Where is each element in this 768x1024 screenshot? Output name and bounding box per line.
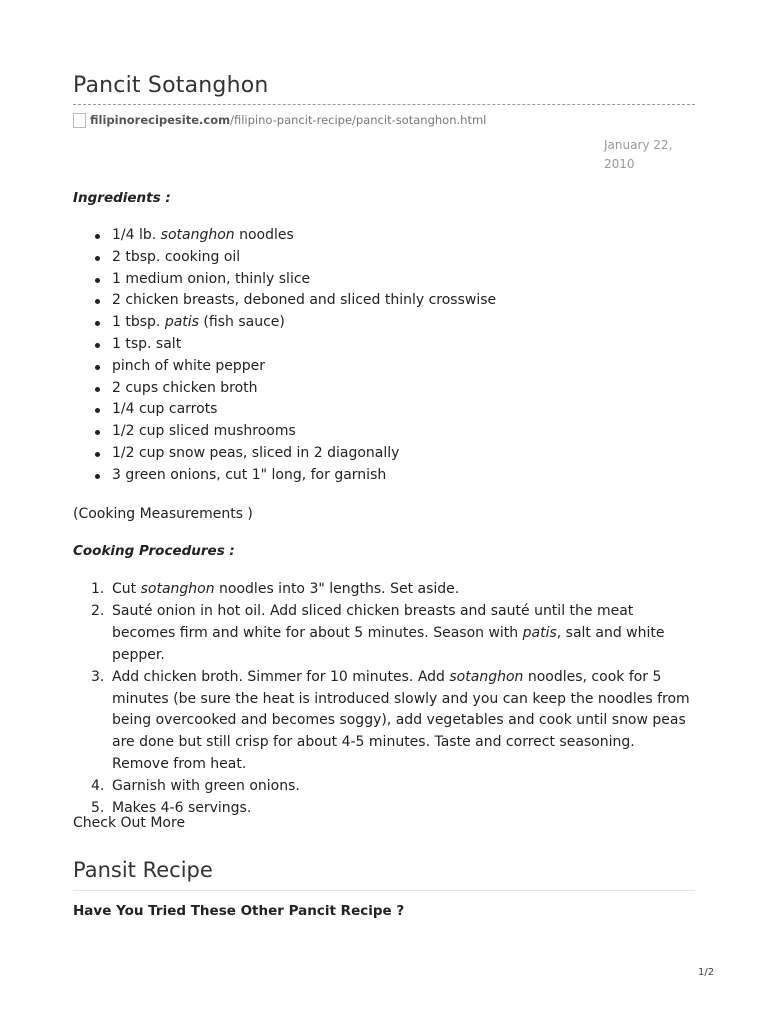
procedure-step bbox=[73, 667, 695, 777]
step-text: Garnish with green onions. bbox=[112, 778, 300, 795]
page-title: Pancit Sotanghon bbox=[73, 73, 269, 98]
ingredient-item bbox=[73, 421, 496, 443]
step-text: Makes 4-6 servings. bbox=[112, 800, 252, 817]
ingredient-text: 3 green onions, cut 1" long, for garnish bbox=[112, 466, 387, 483]
ingredient-item bbox=[73, 312, 496, 334]
ingredient-text: 1/2 cup sliced mushrooms bbox=[112, 423, 296, 440]
title-divider bbox=[73, 104, 695, 105]
ingredient-text: 2 chicken breasts, deboned and sliced thinly crosswise bbox=[112, 292, 497, 309]
ingredient-item bbox=[73, 247, 496, 269]
publish-date: January 22, 2010 bbox=[604, 138, 673, 171]
step-text: noodles into 3" lengths. Set aside. bbox=[214, 581, 460, 597]
ingredient-text: 1 medium onion, thinly slice bbox=[112, 270, 311, 287]
procedures-heading: Cooking Procedures : bbox=[73, 543, 235, 559]
ingredient-item bbox=[73, 269, 496, 291]
ingredient-item bbox=[73, 399, 496, 421]
ingredient-emphasis: sotanghon bbox=[160, 227, 235, 243]
step-emphasis: patis bbox=[522, 624, 557, 641]
page-number: 1/2 bbox=[698, 967, 715, 978]
source-url[interactable] bbox=[73, 111, 486, 129]
procedure-step bbox=[73, 601, 695, 667]
cooking-measurements-link[interactable]: (Cooking Measurements ) bbox=[73, 506, 253, 522]
ingredient-text: (fish sauce) bbox=[198, 314, 285, 331]
ingredient-emphasis: patis bbox=[164, 314, 199, 331]
ingredient-item bbox=[73, 465, 496, 487]
ingredient-text: 2 tbsp. cooking oil bbox=[112, 248, 241, 265]
step-text: Cut bbox=[112, 581, 141, 597]
favicon-icon bbox=[73, 113, 86, 128]
step-emphasis: sotanghon bbox=[140, 581, 215, 597]
step-text: , salt and white pepper. bbox=[112, 624, 665, 663]
ingredient-item bbox=[73, 356, 496, 378]
ingredient-item bbox=[73, 443, 496, 465]
ingredient-text: noodles bbox=[234, 227, 294, 243]
ingredient-text: 1/4 lb. bbox=[112, 227, 161, 243]
procedures-list bbox=[73, 579, 695, 820]
section-title: Pansit Recipe bbox=[73, 858, 213, 882]
step-number: 2. bbox=[91, 602, 105, 619]
source-domain[interactable]: filipinorecipesite.com bbox=[90, 113, 231, 127]
ingredient-text: 1/2 cup snow peas, sliced in 2 diagonally bbox=[112, 444, 400, 461]
section-subtitle: Have You Tried These Other Pancit Recipe ? bbox=[73, 903, 405, 919]
step-number: 3. bbox=[91, 668, 105, 685]
step-number: 5. bbox=[91, 800, 105, 817]
ingredient-item bbox=[73, 290, 496, 312]
step-emphasis: sotanghon bbox=[449, 668, 524, 685]
procedure-step bbox=[73, 776, 695, 798]
ingredient-text: 1 tsp. salt bbox=[112, 335, 182, 352]
ingredient-text: 1/4 cup carrots bbox=[112, 401, 218, 418]
step-number: 4. bbox=[91, 778, 105, 795]
check-out-more-link[interactable]: Check Out More bbox=[73, 815, 186, 831]
step-number: 1. bbox=[91, 581, 105, 597]
ingredients-heading: Ingredients : bbox=[73, 190, 171, 206]
procedure-step bbox=[73, 579, 695, 601]
ingredient-item bbox=[73, 225, 496, 247]
step-text: noodles, cook for 5 minutes (be sure the heat is introduced slowly and you can keep the noodles from being overcooked and becomes soggy), add vegetables and cook until snow peas are done but still crisp for about 4-5 minutes. Taste and correct seasoning. Remove from heat. bbox=[112, 668, 690, 773]
ingredient-text: 1 tbsp. bbox=[112, 314, 165, 331]
ingredients-list bbox=[73, 225, 496, 487]
ingredient-text: 2 cups chicken broth bbox=[112, 379, 258, 396]
step-text: Add chicken broth. Simmer for 10 minutes. Add bbox=[112, 668, 450, 685]
ingredient-item bbox=[73, 334, 496, 356]
ingredient-item bbox=[73, 378, 496, 400]
step-text: Sauté onion in hot oil. Add sliced chicken breasts and sauté until the meat becomes firm and white for about 5 minutes. Season with bbox=[112, 602, 634, 641]
ingredient-text: pinch of white pepper bbox=[112, 357, 266, 374]
source-path[interactable]: /filipino-pancit-recipe/pancit-sotanghon.html bbox=[230, 113, 487, 127]
section-divider bbox=[73, 890, 695, 891]
